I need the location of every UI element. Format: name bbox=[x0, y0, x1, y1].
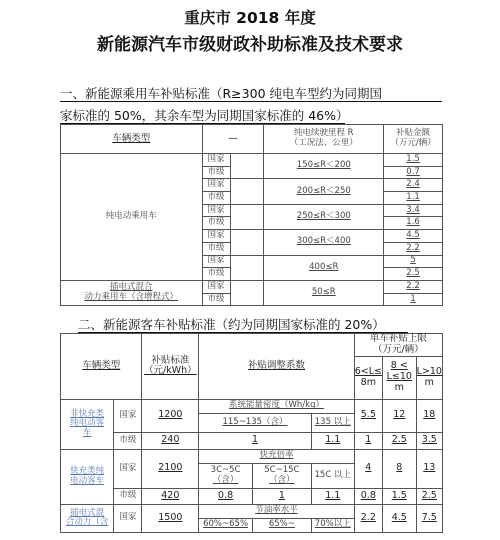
cap-cell: 1 bbox=[354, 432, 382, 449]
cap-cell: 12 bbox=[382, 399, 416, 432]
cap-cell: 13 bbox=[416, 449, 442, 488]
phev-range: 50≤R bbox=[264, 280, 384, 305]
doc-title-line2: 新能源汽车市级财政补助标准及技术要求 bbox=[97, 35, 403, 55]
col-amount: 补贴金额 （万元/辆） bbox=[384, 125, 443, 154]
level-national: 国家 bbox=[202, 230, 230, 243]
coef-range: 135 以上 bbox=[311, 413, 354, 432]
section1-heading-line1: 一、新能源乘用车补贴标准（R≥300 纯电车型约为同期国 bbox=[60, 86, 382, 101]
amount-cell: 0.7 bbox=[384, 166, 443, 179]
col-vehicle-type: 车辆类型 bbox=[61, 334, 142, 400]
cap-cell: 18 bbox=[416, 399, 442, 432]
std-cell: 420 bbox=[142, 488, 199, 504]
coef-range: 115~135（含） bbox=[199, 413, 312, 432]
std-cell: 1200 bbox=[142, 399, 199, 432]
level-city: 市级 bbox=[202, 293, 230, 306]
level-city: 市级 bbox=[114, 488, 142, 504]
bev-label: 纯电动乘用车 bbox=[61, 154, 203, 281]
col-len-10: L>10 m bbox=[416, 356, 442, 399]
level-national: 国家 bbox=[114, 449, 142, 488]
col-cap: 单车补贴上限 （万元/辆） bbox=[354, 334, 442, 357]
coef-value: 1.1 bbox=[311, 432, 354, 449]
std-cell: 2100 bbox=[142, 449, 199, 488]
bev-range: 300≤R＜400 bbox=[264, 230, 384, 255]
coef-range: 5C~15C （含） bbox=[252, 463, 311, 488]
amount-cell: 1.1 bbox=[384, 192, 443, 205]
col-len-8-10: 8 < L≤10 m bbox=[382, 356, 416, 399]
cap-cell: 5.5 bbox=[354, 399, 382, 432]
cap-cell: 4 bbox=[354, 449, 382, 488]
bev-range: 250≤R＜300 bbox=[264, 204, 384, 229]
level-national: 国家 bbox=[202, 154, 230, 167]
cap-cell: 2.5 bbox=[382, 432, 416, 449]
coef-title: 节油率水平 bbox=[199, 504, 354, 518]
phev-label: 插电式混合 动力乘用车（含增程式） bbox=[61, 280, 203, 305]
coef-title: 快充倍率 bbox=[199, 449, 354, 463]
cap-cell: 8 bbox=[382, 449, 416, 488]
coef-title: 系统能量密度（Wh/kg） bbox=[199, 399, 354, 413]
coef-value: 1 bbox=[199, 432, 312, 449]
level-city: 市级 bbox=[202, 268, 230, 281]
cap-cell: 0.8 bbox=[354, 488, 382, 504]
coef-value: 1 bbox=[252, 488, 311, 504]
amount-cell: 4.5 bbox=[384, 230, 443, 243]
level-city: 市级 bbox=[202, 166, 230, 179]
cap-cell: 2.2 bbox=[354, 504, 382, 532]
level-national: 国家 bbox=[202, 280, 230, 293]
coef-range: 70%以上 bbox=[311, 518, 354, 532]
col-std: 补贴标准 （元/kWh） bbox=[142, 334, 199, 400]
std-cell: 240 bbox=[142, 432, 199, 449]
amount-cell: 3.4 bbox=[384, 204, 443, 217]
amount-cell: 2.2 bbox=[384, 242, 443, 255]
level-city: 市级 bbox=[114, 432, 142, 449]
doc-title-line1: 重庆市 2018 年度 bbox=[184, 9, 316, 27]
bus-subsidy-table bbox=[60, 333, 443, 533]
section1-heading-underline bbox=[60, 101, 442, 102]
cap-cell: 1.5 bbox=[382, 488, 416, 504]
amount-cell: 1.6 bbox=[384, 217, 443, 230]
coef-range: 3C~5C （含） bbox=[199, 463, 253, 488]
coef-range: 60%~65% bbox=[199, 518, 253, 532]
section1-heading-line2: 家标准的 50%，其余车型为同期国家标准的 46%） bbox=[60, 108, 349, 123]
col-len-6-8: 6<L≤ 8m bbox=[354, 356, 382, 399]
amount-cell: 2.4 bbox=[384, 179, 443, 192]
bev-range: 400≤R bbox=[264, 255, 384, 280]
level-national: 国家 bbox=[202, 204, 230, 217]
fast-label: 快充类纯 电动客车 bbox=[61, 449, 114, 504]
section2-heading: 二、新能源客车补贴标准（约为同期国家标准的 20%） bbox=[78, 317, 385, 332]
amount-cell: 2.5 bbox=[384, 268, 443, 281]
cap-cell: 7.5 bbox=[416, 504, 442, 532]
col-coef: 补贴调整系数 bbox=[199, 334, 354, 400]
std-cell: 1500 bbox=[142, 504, 199, 532]
amount-cell: 2.2 bbox=[384, 280, 443, 293]
level-city: 市级 bbox=[202, 217, 230, 230]
coef-range: 65%~ bbox=[252, 518, 311, 532]
passenger-subsidy-table bbox=[60, 124, 443, 306]
cap-cell: 2.5 bbox=[416, 488, 442, 504]
bev-range: 200≤R＜250 bbox=[264, 179, 384, 204]
amount-cell: 1.5 bbox=[384, 154, 443, 167]
amount-cell: 5 bbox=[384, 255, 443, 268]
nonfast-label: 非快充类 纯电动客 车 bbox=[61, 399, 114, 449]
level-national: 国家 bbox=[202, 255, 230, 268]
phev-bus-label: 插电式混 合动力（含 bbox=[61, 504, 114, 532]
level-national: 国家 bbox=[114, 504, 142, 532]
bev-range: 150≤R＜200 bbox=[264, 154, 384, 179]
level-city: 市级 bbox=[202, 242, 230, 255]
col-dash: — bbox=[202, 125, 264, 154]
cap-cell: 4.5 bbox=[382, 504, 416, 532]
col-range: 纯电续驶里程 R （工况法、公里） bbox=[264, 125, 384, 154]
level-city: 市级 bbox=[202, 192, 230, 205]
coef-value: 0.8 bbox=[199, 488, 253, 504]
cap-cell: 3.5 bbox=[416, 432, 442, 449]
level-national: 国家 bbox=[114, 399, 142, 432]
coef-value: 1.1 bbox=[311, 488, 354, 504]
col-vehicle-type: 车辆类型 bbox=[61, 125, 203, 154]
level-national: 国家 bbox=[202, 179, 230, 192]
amount-cell: 1 bbox=[384, 293, 443, 306]
coef-range: 15C 以上 bbox=[311, 463, 354, 488]
